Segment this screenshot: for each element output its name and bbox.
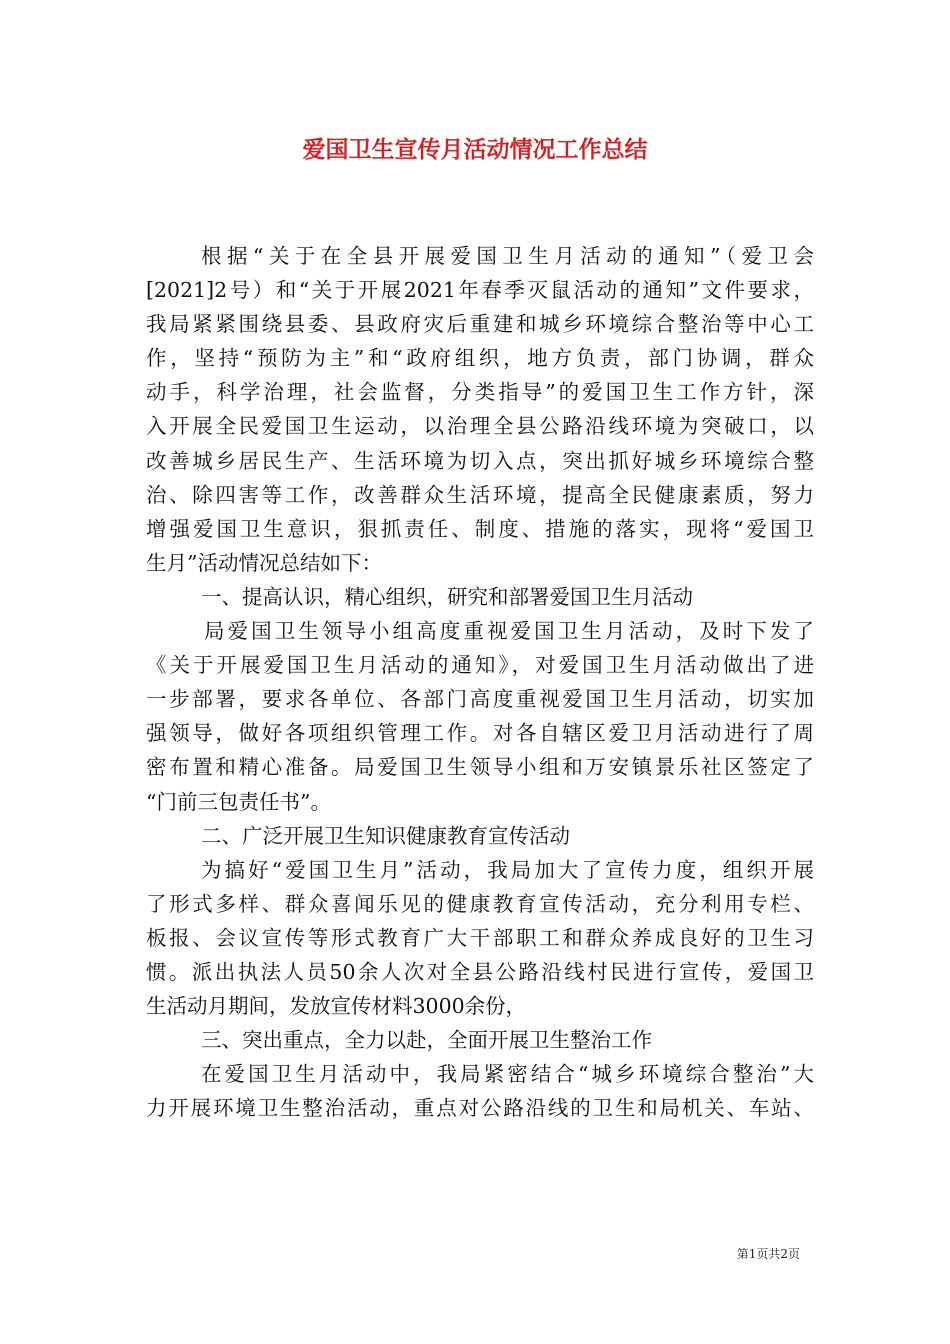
section-heading: 二、广泛开展卫生知识健康教育宣传活动 bbox=[201, 823, 570, 848]
paragraph-line: 强领导，做好各项组织管理工作。对各自辖区爱卫月活动进行了周 bbox=[146, 721, 814, 746]
paragraph-line: 增强爱国卫生意识，狠抓责任、制度、措施的落实，现将“爱国卫 bbox=[146, 516, 814, 541]
paragraph-line: 了形式多样、群众喜闻乐见的健康教育宣传活动，充分利用专栏、 bbox=[146, 891, 814, 916]
page-number-footer: 第1页共2页 bbox=[736, 1247, 800, 1261]
document-title: 爱国卫生宣传月活动情况工作总结 bbox=[302, 137, 648, 163]
paragraph-line: 动手，科学治理，社会监督，分类指导”的爱国卫生工作方针，深 bbox=[146, 380, 814, 405]
paragraph-line: 板报、会议宣传等形式教育广大干部职工和群众养成良好的卫生习 bbox=[146, 925, 814, 950]
paragraph-line: 根据“关于在全县开展爱国卫生月活动的通知”（爱卫会 bbox=[201, 244, 814, 268]
paragraph-line: 生活动月期间，发放宣传材料3000余份， bbox=[146, 994, 527, 1019]
paragraph-line: “门前三包责任书”。 bbox=[146, 789, 331, 814]
paragraph-line: 在爱国卫生月活动中，我局紧密结合“城乡环境综合整治”大 bbox=[201, 1062, 814, 1087]
paragraph-line: 力开展环境卫生整治活动，重点对公路沿线的卫生和局机关、车站、 bbox=[146, 1096, 814, 1121]
paragraph-line: 为搞好“爱国卫生月”活动，我局加大了宣传力度，组织开展 bbox=[201, 857, 814, 882]
paragraph-line: 《关于开展爱国卫生月活动的通知》，对爱国卫生月活动做出了进 bbox=[146, 653, 814, 678]
paragraph-line: 生月”活动情况总结如下： bbox=[146, 550, 382, 575]
paragraph-line: 治、除四害等工作，改善群众生活环境，提高全民健康素质，努力 bbox=[146, 482, 814, 507]
paragraph-line: 我局紧紧围绕县委、县政府灾后重建和城乡环境综合整治等中心工 bbox=[146, 312, 814, 337]
section-heading: 三、突出重点，全力以赴，全面开展卫生整治工作 bbox=[201, 1028, 652, 1053]
paragraph-line: 改善城乡居民生产、生活环境为切入点，突出抓好城乡环境综合整 bbox=[146, 448, 814, 473]
paragraph-line: 一步部署，要求各单位、各部门高度重视爱国卫生月活动，切实加 bbox=[146, 687, 814, 712]
paragraph-line: 作，坚持“预防为主”和“政府组织，地方负责，部门协调，群众 bbox=[146, 346, 814, 371]
paragraph-line: 惯。派出执法人员50余人次对全县公路沿线村民进行宣传，爱国卫 bbox=[146, 959, 814, 984]
paragraph-line: 密布置和精心准备。局爱国卫生领导小组和万安镇景乐社区签定了 bbox=[146, 755, 814, 780]
paragraph-line: [2021]2号）和“关于开展2021年春季灭鼠活动的通知”文件要求， bbox=[146, 278, 814, 303]
section-heading: 一、提高认识，精心组织，研究和部署爱国卫生月活动 bbox=[201, 584, 693, 609]
document-body bbox=[146, 239, 814, 1125]
paragraph-line: 局爱国卫生领导小组高度重视爱国卫生月活动，及时下发了 bbox=[204, 619, 814, 644]
paragraph-line: 入开展全民爱国卫生运动，以治理全县公路沿线环境为突破口，以 bbox=[146, 414, 814, 439]
